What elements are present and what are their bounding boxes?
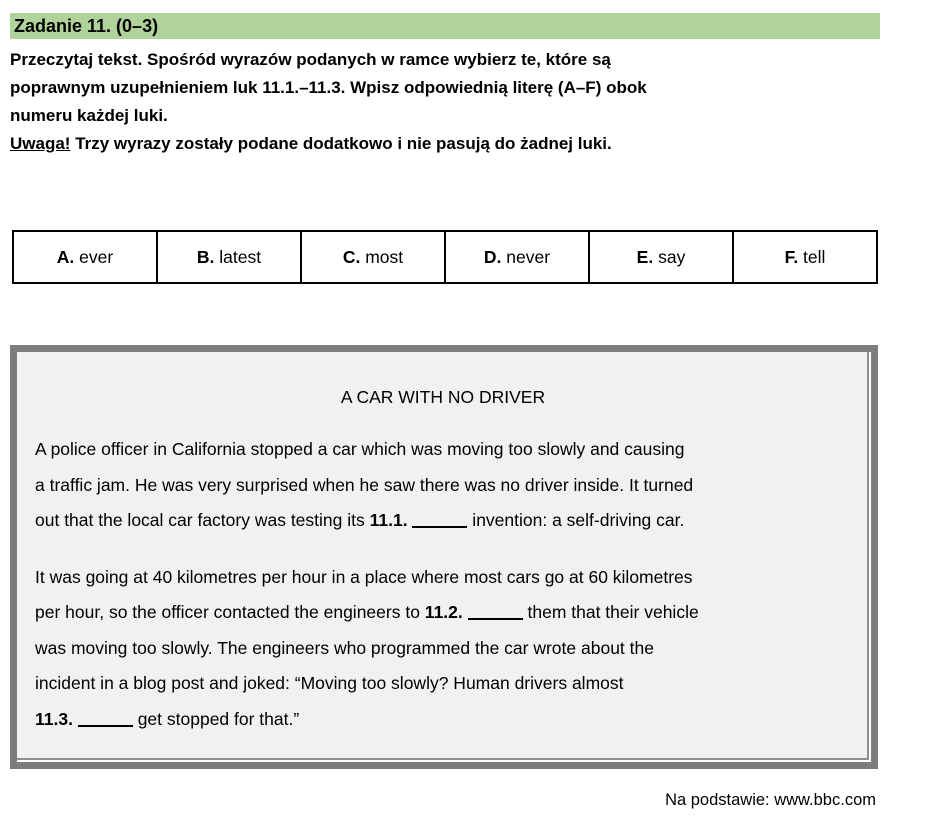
option-letter: A. — [56, 246, 75, 267]
instruction-line: poprawnym uzupełnieniem luk 11.1.–11.3. Wpisz odpowiednią literę (A–F) obok — [10, 78, 647, 97]
word-option-e — [589, 231, 733, 283]
option-word: say — [653, 246, 686, 267]
instruction-line: numeru każdej luki. — [10, 106, 168, 125]
answer-blank — [468, 613, 523, 620]
task-title: Zadanie 11. (0–3) — [14, 16, 159, 36]
option-letter: B. — [196, 246, 215, 267]
passage-text: them that their vehicle — [522, 602, 699, 622]
passage-text: It was going at 40 kilometres per hour in a place where most cars go at 60 kilometres — [35, 566, 693, 587]
passage-text: out that the local car factory was testing its — [35, 510, 370, 530]
word-option-f — [733, 231, 877, 283]
note-label: Uwaga! — [10, 134, 71, 153]
option-word: tell — [798, 246, 826, 267]
passage-line — [35, 432, 851, 468]
option-letter: D. — [483, 246, 502, 267]
word-option-c — [301, 231, 445, 283]
reading-passage-box — [10, 345, 878, 769]
passage-text: incident in a blog post and joked: “Moving too slowly? Human drivers almost — [35, 673, 624, 693]
option-word: never — [501, 246, 551, 267]
option-word: latest — [214, 246, 262, 267]
answer-blank — [412, 521, 467, 528]
gap-number: 11.1. — [369, 510, 413, 530]
word-option-b — [157, 231, 301, 283]
passage-body — [35, 432, 851, 737]
task-instructions — [10, 46, 890, 158]
passage-line — [35, 666, 851, 702]
answer-blank — [78, 720, 133, 727]
option-letter: F. — [784, 246, 799, 267]
task-header-bar — [10, 13, 880, 39]
passage-paragraph — [35, 560, 851, 738]
word-bank-table — [12, 230, 878, 284]
word-bank-row — [13, 231, 877, 283]
passage-line — [35, 468, 851, 504]
word-option-a — [13, 231, 157, 283]
word-option-d — [445, 231, 589, 283]
passage-line — [35, 702, 851, 738]
passage-text: a traffic jam. He was very surprised when he saw there was no driver inside. It turned — [35, 474, 694, 495]
passage-text: get stopped for that.” — [132, 708, 300, 729]
passage-line — [35, 595, 851, 631]
passage-line — [35, 503, 851, 539]
passage-title: A CAR WITH NO DRIVER — [340, 387, 546, 407]
passage-text: invention: a self-driving car. — [467, 510, 685, 530]
gap-number: 11.3. — [35, 708, 78, 729]
passage-line — [35, 560, 851, 596]
option-letter: C. — [342, 246, 361, 267]
option-word: most — [360, 246, 404, 267]
passage-text: was moving too slowly. The engineers who programmed the car wrote about the — [35, 637, 654, 658]
option-word: ever — [74, 246, 114, 267]
instruction-note-line — [10, 130, 890, 158]
passage-text: A police officer in California stopped a car which was moving too slowly and causing — [35, 439, 685, 459]
passage-line — [35, 631, 851, 667]
note-text: Trzy wyrazy zostały podane dodatkowo i nie pasują do żadnej luki. — [70, 134, 612, 153]
gap-number: 11.2. — [424, 602, 468, 622]
option-letter: E. — [636, 246, 654, 267]
source-attribution: Na podstawie: www.bbc.com — [665, 791, 876, 809]
passage-text: per hour, so the officer contacted the engineers to — [35, 602, 425, 622]
instruction-line: Przeczytaj tekst. Spośród wyrazów podanych w ramce wybierz te, które są — [10, 50, 611, 69]
passage-paragraph — [35, 432, 851, 539]
reading-passage-inner — [17, 352, 869, 760]
